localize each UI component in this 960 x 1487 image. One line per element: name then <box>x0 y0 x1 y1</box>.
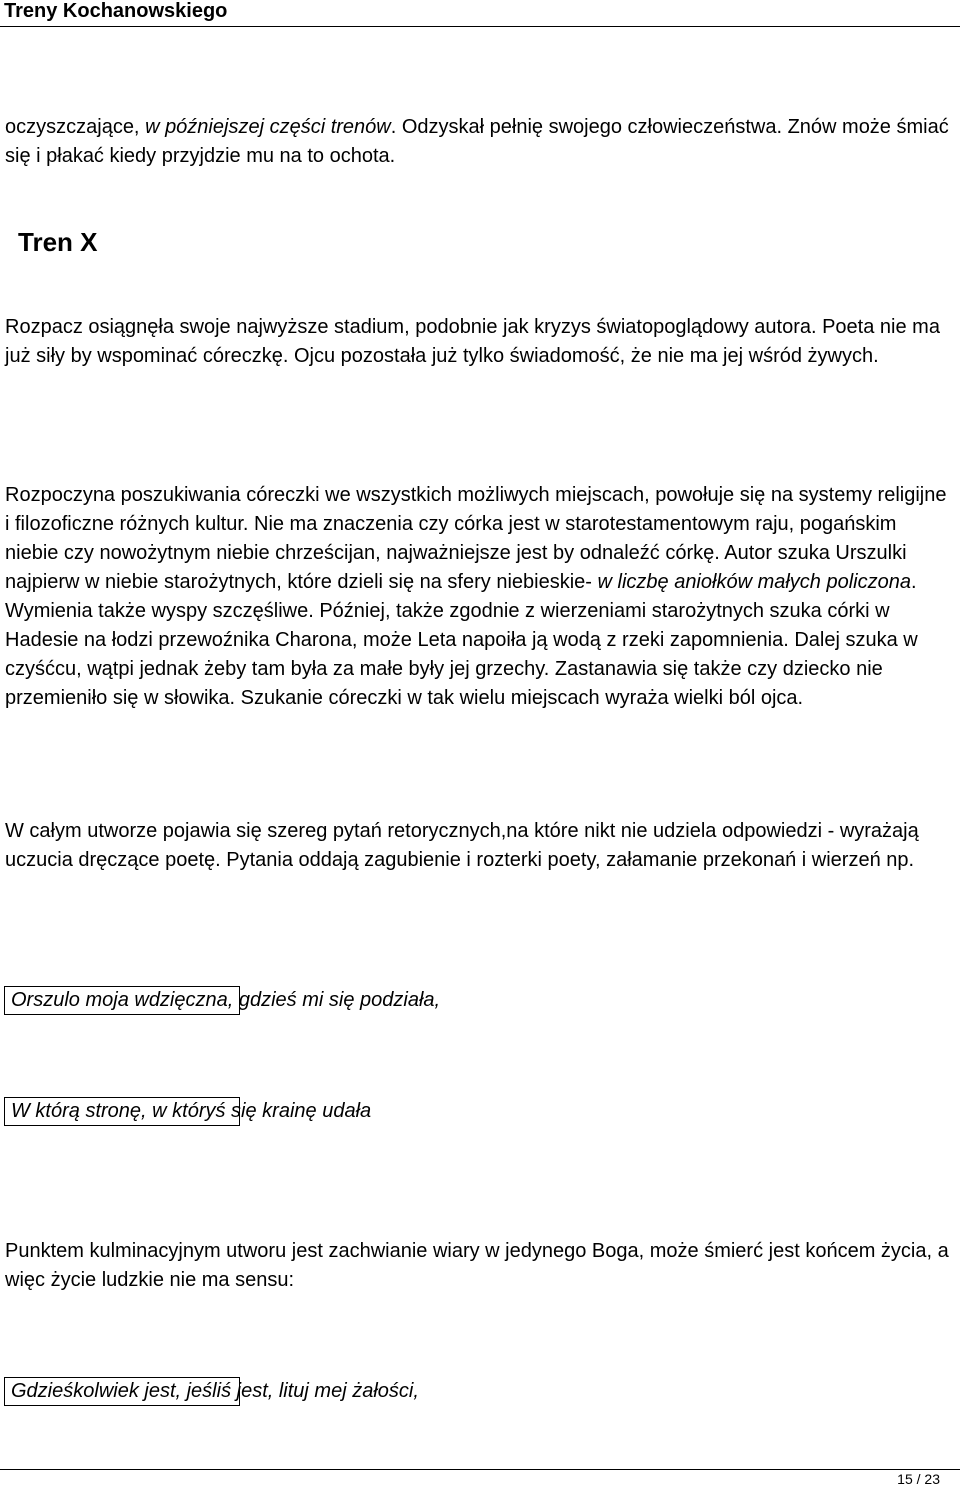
quote-line-2: W którą stronę, w któryś się krainę udała <box>11 1100 372 1122</box>
page-number: 15 / 23 <box>897 1471 940 1487</box>
paragraph-search-italic: w liczbę aniołków małych policzona <box>597 571 911 593</box>
paragraph-search-text-2: . Wymienia także wyspy szczęśliwe. Później, także zgodnie z wierzeniami starożytnych szuka córki w Hadesie na łodzi przewoźnika Charona, może Leta napoiła ją wodą z rzeki zapomnienia. Dalej szuka w czyśćcu, wątpi jednak żeby tam była za małe były jej grzechy. Zastanawia się także czy dziecko nie przemieniło się w słowika. Szukanie córeczki w tak wielu miejscach wyraża wielki ból ojca. <box>5 571 918 709</box>
section-heading: Tren X <box>18 227 98 257</box>
quote-line-1: Orszulo moja wdzięczna, gdzieś mi się podziała, <box>11 989 441 1011</box>
paragraph-culmination: Punktem kulminacyjnym utworu jest zachwianie wiary w jedynego Boga, może śmierć jest końcem życia, a więc życie ludzkie nie ma sensu: <box>5 1240 949 1291</box>
document-title: Treny Kochanowskiego <box>4 0 228 22</box>
paragraph-search <box>5 481 955 713</box>
page-header <box>0 0 960 27</box>
footer-divider <box>0 1469 960 1470</box>
intro-text-2: . Odzyskał pełnię swojego człowieczeństwa. Znów może śmiać się i płakać kiedy przyjdzie mu na to ochota. <box>5 116 949 167</box>
paragraph-search-text-1: Rozpoczyna poszukiwania córeczki we wszystkich możliwych miejscach, powołuje się na systemy religijne i filozoficzne różnych kultur. Nie ma znaczenia czy córka jest w starotestamentowym raju, pogańskim niebie czy nowożytnym niebie chrześcijan, najważniejsze jest by odnaleźć córkę. Autor szuka Urszulki najpierw w niebie starożytnych, które dzieli się na sfery niebieskie- <box>5 484 947 593</box>
paragraph-rhetorical-questions: W całym utworze pojawia się szereg pytań retorycznych,na które nikt nie udziela odpowiedzi - wyrażają uczucia dręczące poetę. Pytania oddają zagubienie i rozterki poety, załamanie przekonań i wierzeń np. <box>5 820 919 871</box>
intro-italic-text: w późniejszej części trenów <box>145 116 391 138</box>
intro-text-1: oczyszczające, <box>5 116 146 138</box>
intro-paragraph <box>5 113 955 171</box>
quote-line-3: Gdzieśkolwiek jest, jeśliś jest, lituj mej żałości, <box>11 1380 419 1402</box>
paragraph-despair: Rozpacz osiągnęła swoje najwyższe stadium, podobnie jak kryzys światopoglądowy autora. Poeta nie ma już siły by wspominać córeczkę. Ojcu pozostała już tylko świadomość, że nie ma jej wśród żywych. <box>5 316 940 367</box>
